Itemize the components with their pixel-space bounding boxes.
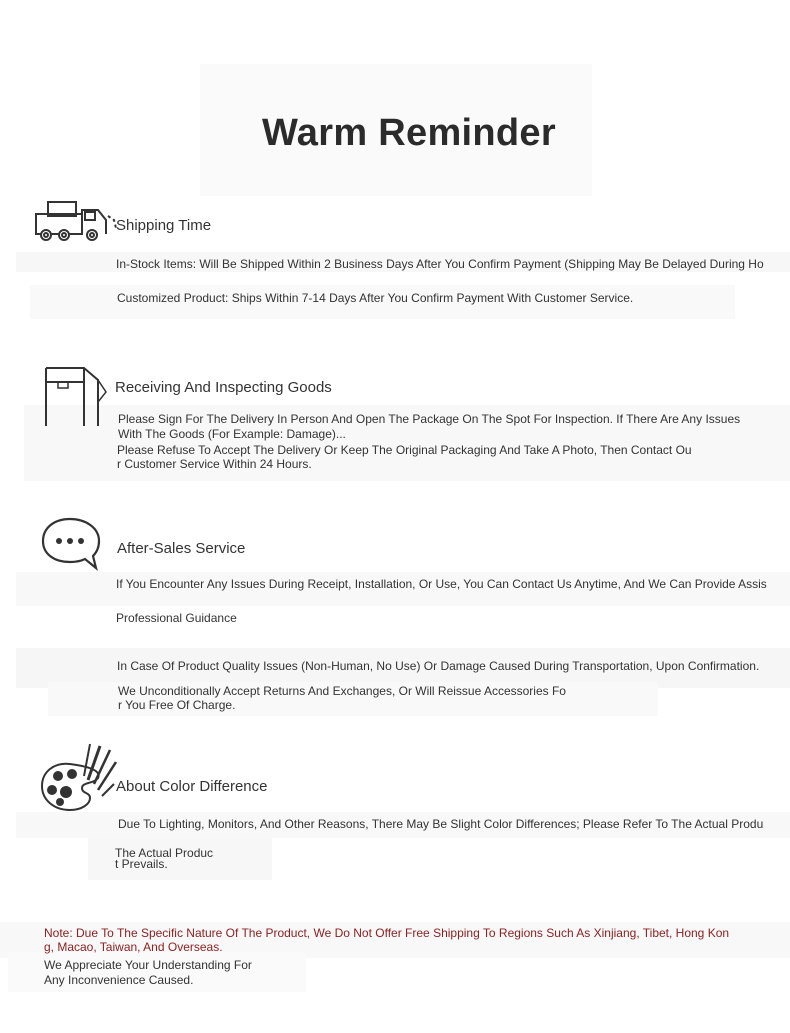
shipping-note-text-1: Note: Due To The Specific Nature Of The Product, We Do Not Offer Free Shipping To Regions Such As Xinjiang, Tibet, Hong Kon <box>44 926 730 940</box>
aftersales-text-4: We Unconditionally Accept Returns And Exchanges, Or Will Reissue Accessories Fo <box>118 684 566 698</box>
aftersales-text-2: Professional Guidance <box>116 611 237 625</box>
receiving-text-1: Please Sign For The Delivery In Person And Open The Package On The Spot For Inspection. If There Are Any Issues <box>118 412 741 426</box>
color-difference-heading: About Color Difference <box>116 778 268 795</box>
paint-palette-icon <box>38 740 118 814</box>
shipping-time-heading: Shipping Time <box>116 217 212 234</box>
shipping-instock-text: In-Stock Items: Will Be Shipped Within 2 Business Days After You Confirm Payment (Shipping May Be Delayed During Ho <box>116 257 764 271</box>
receiving-text-3: Please Refuse To Accept The Delivery Or Keep The Original Packaging And Take A Photo, Then Contact Ou <box>117 443 692 457</box>
receiving-text-4: r Customer Service Within 24 Hours. <box>117 457 312 471</box>
aftersales-text-1: If You Encounter Any Issues During Receipt, Installation, Or Use, You Can Contact Us Anytime, And We Can Provide Assis <box>116 577 767 591</box>
chat-bubble-icon <box>40 516 102 572</box>
appreciation-text-2: Any Inconvenience Caused. <box>44 973 194 987</box>
color-text-1: Due To Lighting, Monitors, And Other Reasons, There May Be Slight Color Differences; Please Refer To The Actual Produ <box>118 817 764 831</box>
shipping-custom-text: Customized Product: Ships Within 7-14 Days After You Confirm Payment With Customer Service. <box>117 291 634 305</box>
truck-icon <box>34 198 122 246</box>
shipping-note-text-2: g, Macao, Taiwan, And Overseas. <box>44 940 223 954</box>
receiving-heading: Receiving And Inspecting Goods <box>115 379 332 396</box>
appreciation-text-1: We Appreciate Your Understanding For <box>44 958 252 972</box>
aftersales-text-3: In Case Of Product Quality Issues (Non-Human, No Use) Or Damage Caused During Transportation, Upon Confirmation. <box>117 659 760 673</box>
receiving-text-2: With The Goods (For Example: Damage)... <box>118 427 346 441</box>
page-title: Warm Reminder <box>262 112 556 154</box>
aftersales-text-5: r You Free Of Charge. <box>118 698 236 712</box>
color-text-3: t Prevails. <box>115 857 168 871</box>
package-box-icon <box>40 362 108 430</box>
color-text-2: The Actual Produc <box>115 846 214 860</box>
aftersales-heading: After-Sales Service <box>117 540 246 557</box>
